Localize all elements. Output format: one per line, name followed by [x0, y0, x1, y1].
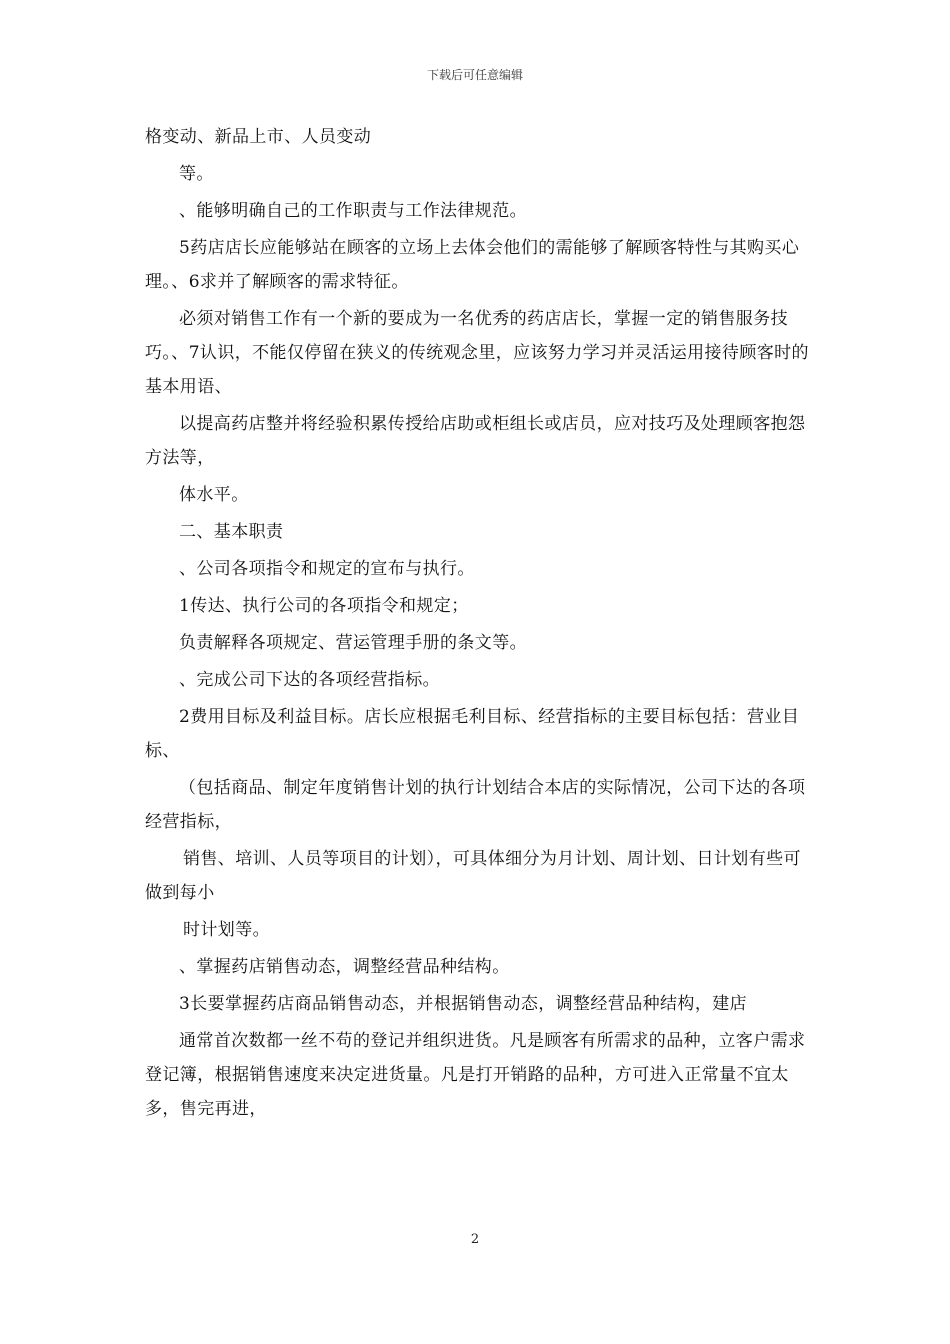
paragraph: 等。	[179, 164, 214, 184]
section-heading: 二、基本职责	[179, 522, 284, 542]
paragraph: 格变动、新品上市、人员变动	[145, 127, 372, 147]
page-number: 2	[470, 1232, 480, 1247]
paragraph: 3长要掌握药店商品销售动态，并根据销售动态，调整经营品种结构，建店	[179, 994, 748, 1014]
page-header: 下载后可任意编辑	[426, 68, 523, 82]
paragraph: 体水平。	[179, 485, 249, 505]
paragraph: 5药店店长应能够站在顾客的立场上去体会他们的需能够了解顾客特性与其购买心理。、6求并了解顾客的需求特征。	[145, 238, 800, 292]
paragraph: 负责解释各项规定、营运管理手册的条文等。	[179, 633, 527, 653]
paragraph: 、能够明确自己的工作职责与工作法律规范。	[179, 201, 527, 221]
paragraph: 2费用目标及利益目标。店长应根据毛利目标、经营指标的主要目标包括：营业目标、	[145, 707, 800, 761]
paragraph: 时计划等。	[183, 920, 270, 940]
document-body	[145, 120, 810, 1129]
paragraph: 、掌握药店销售动态，调整经营品种结构。	[179, 957, 510, 977]
paragraph: 1传达、执行公司的各项指令和规定；	[179, 596, 469, 616]
paragraph: 通常首次数都一丝不苟的登记并组织进货。凡是顾客有所需求的品种，立客户需求登记簿，根据销售速度来决定进货量。凡是打开销路的品种，方可进入正常量不宜太多，售完再进，	[145, 1031, 806, 1119]
paragraph: 销售、培训、人员等项目的计划），可具体细分为月计划、周计划、日计划有些可做到每小	[145, 849, 801, 903]
paragraph: 、完成公司下达的各项经营指标。	[179, 670, 440, 690]
paragraph: 必须对销售工作有一个新的要成为一名优秀的药店店长，掌握一定的销售服务技巧。、7认识，不能仅停留在狭义的传统观念里，应该努力学习并灵活运用接待顾客时的基本用语、	[145, 309, 809, 397]
paragraph: （包括商品、制定年度销售计划的执行计划结合本店的实际情况，公司下达的各项经营指标，	[145, 778, 806, 832]
paragraph: 、公司各项指令和规定的宣布与执行。	[179, 559, 475, 579]
paragraph: 以提高药店整并将经验积累传授给店助或柜组长或店员，应对技巧及处理顾客抱怨方法等，	[145, 414, 806, 468]
